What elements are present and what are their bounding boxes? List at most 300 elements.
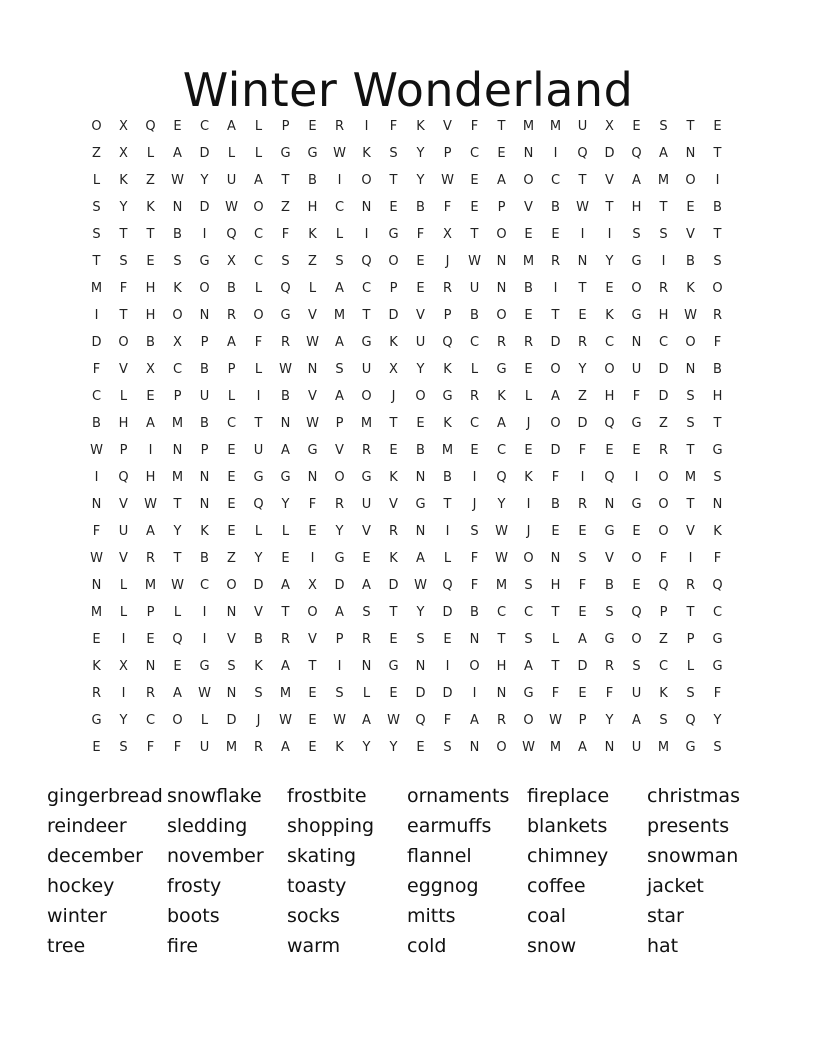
- grid-letter[interactable]: W: [198, 686, 211, 701]
- grid-letter[interactable]: V: [416, 308, 425, 323]
- grid-letter[interactable]: C: [226, 416, 237, 431]
- grid-letter[interactable]: A: [632, 713, 641, 728]
- grid-letter[interactable]: G: [388, 227, 399, 242]
- grid-letter[interactable]: C: [145, 713, 156, 728]
- grid-letter[interactable]: E: [227, 470, 236, 485]
- grid-letter[interactable]: R: [469, 389, 480, 404]
- grid-letter[interactable]: M: [522, 254, 535, 269]
- grid-letter[interactable]: P: [119, 443, 128, 458]
- grid-letter[interactable]: R: [658, 443, 669, 458]
- grid-letter[interactable]: G: [334, 551, 345, 566]
- grid-letter[interactable]: W: [576, 200, 589, 215]
- grid-letter[interactable]: N: [631, 335, 642, 350]
- grid-letter[interactable]: P: [578, 713, 587, 728]
- grid-letter[interactable]: T: [443, 497, 452, 512]
- grid-letter[interactable]: S: [335, 686, 344, 701]
- grid-letter[interactable]: L: [254, 362, 263, 377]
- grid-letter[interactable]: O: [523, 551, 534, 566]
- grid-letter[interactable]: E: [632, 578, 641, 593]
- grid-letter[interactable]: O: [604, 362, 615, 377]
- grid-letter[interactable]: B: [605, 578, 614, 593]
- grid-letter[interactable]: Q: [604, 470, 615, 485]
- grid-letter[interactable]: E: [524, 362, 533, 377]
- grid-letter[interactable]: Q: [415, 713, 426, 728]
- grid-letter[interactable]: N: [145, 659, 156, 674]
- grid-letter[interactable]: Y: [389, 740, 398, 755]
- grid-letter[interactable]: D: [550, 443, 561, 458]
- grid-letter[interactable]: Z: [659, 416, 668, 431]
- grid-letter[interactable]: S: [335, 362, 344, 377]
- grid-letter[interactable]: R: [712, 308, 723, 323]
- grid-letter[interactable]: A: [146, 524, 155, 539]
- grid-letter[interactable]: M: [90, 605, 103, 620]
- grid-letter[interactable]: S: [335, 254, 344, 269]
- grid-letter[interactable]: Q: [577, 146, 588, 161]
- grid-letter[interactable]: O: [550, 416, 561, 431]
- grid-letter[interactable]: T: [119, 227, 128, 242]
- grid-letter[interactable]: L: [227, 389, 236, 404]
- grid-letter[interactable]: S: [686, 389, 695, 404]
- grid-letter[interactable]: T: [389, 416, 398, 431]
- grid-letter[interactable]: W: [414, 578, 427, 593]
- grid-letter[interactable]: H: [145, 308, 156, 323]
- grid-letter[interactable]: P: [443, 308, 452, 323]
- grid-letter[interactable]: F: [173, 740, 182, 755]
- grid-letter[interactable]: Y: [335, 524, 344, 539]
- grid-letter[interactable]: N: [604, 740, 615, 755]
- grid-letter[interactable]: R: [523, 335, 534, 350]
- grid-letter[interactable]: D: [577, 416, 588, 431]
- grid-letter[interactable]: N: [712, 497, 723, 512]
- grid-letter[interactable]: V: [119, 497, 128, 512]
- grid-letter[interactable]: A: [227, 119, 236, 134]
- grid-letter[interactable]: J: [391, 389, 396, 404]
- grid-letter[interactable]: I: [337, 659, 342, 674]
- grid-letter[interactable]: C: [658, 335, 669, 350]
- grid-letter[interactable]: K: [389, 470, 398, 485]
- grid-letter[interactable]: G: [388, 659, 399, 674]
- grid-letter[interactable]: E: [578, 605, 587, 620]
- grid-letter[interactable]: V: [335, 443, 344, 458]
- grid-letter[interactable]: S: [578, 551, 587, 566]
- grid-letter[interactable]: E: [227, 443, 236, 458]
- grid-letter[interactable]: N: [226, 605, 237, 620]
- grid-letter[interactable]: X: [119, 146, 128, 161]
- grid-letter[interactable]: U: [631, 362, 642, 377]
- grid-letter[interactable]: W: [684, 308, 697, 323]
- grid-letter[interactable]: O: [361, 389, 372, 404]
- grid-letter[interactable]: K: [605, 308, 614, 323]
- grid-letter[interactable]: S: [659, 119, 668, 134]
- grid-letter[interactable]: F: [470, 551, 479, 566]
- grid-letter[interactable]: L: [119, 578, 128, 593]
- grid-letter[interactable]: T: [551, 605, 560, 620]
- grid-letter[interactable]: T: [173, 551, 182, 566]
- grid-letter[interactable]: B: [551, 497, 560, 512]
- grid-letter[interactable]: D: [388, 578, 399, 593]
- grid-letter[interactable]: S: [713, 254, 722, 269]
- grid-letter[interactable]: L: [335, 227, 344, 242]
- grid-letter[interactable]: L: [92, 173, 101, 188]
- grid-letter[interactable]: O: [523, 713, 534, 728]
- grid-letter[interactable]: E: [470, 200, 479, 215]
- grid-letter[interactable]: F: [659, 551, 668, 566]
- grid-letter[interactable]: K: [389, 551, 398, 566]
- grid-letter[interactable]: W: [171, 173, 184, 188]
- grid-letter[interactable]: V: [308, 389, 317, 404]
- grid-letter[interactable]: X: [605, 119, 614, 134]
- grid-letter[interactable]: F: [551, 470, 560, 485]
- grid-letter[interactable]: E: [146, 632, 155, 647]
- grid-letter[interactable]: P: [443, 146, 452, 161]
- grid-letter[interactable]: O: [658, 497, 669, 512]
- grid-letter[interactable]: E: [578, 686, 587, 701]
- grid-letter[interactable]: M: [549, 740, 562, 755]
- grid-letter[interactable]: N: [91, 578, 102, 593]
- grid-letter[interactable]: V: [524, 200, 533, 215]
- grid-letter[interactable]: T: [659, 200, 668, 215]
- grid-letter[interactable]: N: [496, 686, 507, 701]
- grid-letter[interactable]: T: [686, 443, 695, 458]
- grid-letter[interactable]: O: [496, 308, 507, 323]
- grid-letter[interactable]: D: [442, 605, 453, 620]
- grid-letter[interactable]: R: [334, 119, 345, 134]
- grid-letter[interactable]: I: [121, 686, 126, 701]
- grid-letter[interactable]: O: [469, 659, 480, 674]
- grid-letter[interactable]: M: [279, 686, 292, 701]
- grid-letter[interactable]: E: [389, 200, 398, 215]
- grid-letter[interactable]: N: [307, 470, 318, 485]
- grid-letter[interactable]: E: [92, 740, 101, 755]
- grid-letter[interactable]: B: [200, 416, 209, 431]
- grid-letter[interactable]: A: [173, 686, 182, 701]
- grid-letter[interactable]: I: [310, 551, 315, 566]
- grid-letter[interactable]: P: [335, 632, 344, 647]
- grid-letter[interactable]: O: [172, 713, 183, 728]
- grid-letter[interactable]: V: [308, 632, 317, 647]
- grid-letter[interactable]: O: [631, 551, 642, 566]
- grid-letter[interactable]: F: [713, 551, 722, 566]
- grid-letter[interactable]: O: [496, 740, 507, 755]
- grid-letter[interactable]: X: [227, 254, 236, 269]
- grid-letter[interactable]: L: [686, 659, 695, 674]
- grid-letter[interactable]: G: [631, 254, 642, 269]
- grid-letter[interactable]: U: [118, 524, 129, 539]
- grid-letter[interactable]: N: [469, 740, 480, 755]
- grid-letter[interactable]: W: [90, 443, 103, 458]
- grid-letter[interactable]: T: [497, 632, 506, 647]
- grid-letter[interactable]: A: [335, 335, 344, 350]
- grid-letter[interactable]: I: [202, 632, 207, 647]
- grid-letter[interactable]: I: [553, 146, 558, 161]
- grid-letter[interactable]: P: [146, 605, 155, 620]
- grid-letter[interactable]: R: [91, 686, 102, 701]
- grid-letter[interactable]: O: [496, 227, 507, 242]
- grid-letter[interactable]: S: [254, 686, 263, 701]
- grid-letter[interactable]: Y: [119, 200, 128, 215]
- grid-letter[interactable]: H: [145, 281, 156, 296]
- grid-letter[interactable]: O: [172, 308, 183, 323]
- grid-letter[interactable]: L: [362, 686, 371, 701]
- grid-letter[interactable]: I: [472, 686, 477, 701]
- grid-letter[interactable]: W: [144, 497, 157, 512]
- grid-letter[interactable]: Z: [146, 173, 155, 188]
- grid-letter[interactable]: O: [253, 308, 264, 323]
- grid-letter[interactable]: B: [416, 200, 425, 215]
- grid-letter[interactable]: R: [577, 497, 588, 512]
- grid-letter[interactable]: X: [119, 119, 128, 134]
- grid-letter[interactable]: X: [146, 362, 155, 377]
- grid-letter[interactable]: E: [92, 632, 101, 647]
- grid-letter[interactable]: B: [443, 470, 452, 485]
- grid-letter[interactable]: F: [92, 362, 101, 377]
- grid-letter[interactable]: A: [659, 146, 668, 161]
- grid-letter[interactable]: Z: [281, 200, 290, 215]
- grid-letter[interactable]: C: [199, 119, 210, 134]
- grid-letter[interactable]: S: [281, 254, 290, 269]
- grid-letter[interactable]: E: [632, 119, 641, 134]
- grid-letter[interactable]: E: [308, 119, 317, 134]
- grid-letter[interactable]: T: [713, 416, 722, 431]
- grid-letter[interactable]: F: [308, 497, 317, 512]
- grid-letter[interactable]: L: [443, 551, 452, 566]
- grid-letter[interactable]: Y: [416, 173, 425, 188]
- grid-letter[interactable]: T: [92, 254, 101, 269]
- grid-letter[interactable]: S: [362, 605, 371, 620]
- grid-letter[interactable]: I: [580, 470, 585, 485]
- grid-letter[interactable]: D: [91, 335, 102, 350]
- grid-letter[interactable]: Z: [308, 254, 317, 269]
- grid-letter[interactable]: T: [308, 659, 317, 674]
- grid-letter[interactable]: N: [415, 524, 426, 539]
- grid-letter[interactable]: G: [415, 497, 426, 512]
- grid-letter[interactable]: I: [553, 281, 558, 296]
- grid-letter[interactable]: O: [226, 578, 237, 593]
- grid-letter[interactable]: K: [173, 281, 182, 296]
- grid-letter[interactable]: X: [119, 659, 128, 674]
- grid-letter[interactable]: E: [470, 443, 479, 458]
- grid-letter[interactable]: G: [712, 632, 723, 647]
- grid-letter[interactable]: S: [470, 524, 479, 539]
- grid-letter[interactable]: I: [121, 632, 126, 647]
- grid-letter[interactable]: R: [577, 335, 588, 350]
- grid-letter[interactable]: G: [361, 335, 372, 350]
- grid-letter[interactable]: R: [658, 281, 669, 296]
- grid-letter[interactable]: G: [631, 497, 642, 512]
- grid-letter[interactable]: W: [549, 713, 562, 728]
- grid-letter[interactable]: P: [173, 389, 182, 404]
- grid-letter[interactable]: F: [470, 578, 479, 593]
- grid-letter[interactable]: E: [470, 173, 479, 188]
- grid-letter[interactable]: I: [94, 470, 99, 485]
- grid-letter[interactable]: H: [550, 578, 561, 593]
- grid-letter[interactable]: A: [335, 605, 344, 620]
- grid-letter[interactable]: W: [333, 146, 346, 161]
- grid-letter[interactable]: A: [173, 146, 182, 161]
- grid-letter[interactable]: B: [200, 362, 209, 377]
- grid-letter[interactable]: C: [361, 281, 372, 296]
- grid-letter[interactable]: G: [199, 659, 210, 674]
- grid-letter[interactable]: G: [307, 146, 318, 161]
- grid-letter[interactable]: H: [712, 389, 723, 404]
- grid-letter[interactable]: D: [388, 308, 399, 323]
- grid-letter[interactable]: T: [686, 497, 695, 512]
- grid-letter[interactable]: I: [202, 227, 207, 242]
- grid-letter[interactable]: J: [256, 713, 261, 728]
- grid-letter[interactable]: Y: [605, 254, 614, 269]
- grid-letter[interactable]: K: [659, 686, 668, 701]
- grid-letter[interactable]: D: [199, 200, 210, 215]
- grid-letter[interactable]: G: [253, 470, 264, 485]
- grid-letter[interactable]: G: [631, 416, 642, 431]
- grid-letter[interactable]: Q: [604, 416, 615, 431]
- grid-letter[interactable]: E: [524, 443, 533, 458]
- grid-letter[interactable]: N: [307, 362, 318, 377]
- grid-letter[interactable]: A: [335, 389, 344, 404]
- grid-letter[interactable]: I: [337, 173, 342, 188]
- grid-letter[interactable]: R: [496, 713, 507, 728]
- grid-letter[interactable]: S: [686, 416, 695, 431]
- grid-letter[interactable]: M: [657, 173, 670, 188]
- grid-letter[interactable]: L: [254, 119, 263, 134]
- grid-letter[interactable]: V: [686, 524, 695, 539]
- grid-letter[interactable]: M: [90, 281, 103, 296]
- grid-letter[interactable]: V: [605, 551, 614, 566]
- grid-letter[interactable]: K: [254, 659, 263, 674]
- grid-letter[interactable]: E: [632, 443, 641, 458]
- grid-letter[interactable]: N: [280, 416, 291, 431]
- grid-letter[interactable]: F: [470, 119, 479, 134]
- grid-letter[interactable]: C: [469, 146, 480, 161]
- grid-letter[interactable]: G: [361, 470, 372, 485]
- grid-letter[interactable]: S: [227, 659, 236, 674]
- grid-letter[interactable]: N: [577, 254, 588, 269]
- grid-letter[interactable]: Q: [118, 470, 129, 485]
- grid-letter[interactable]: R: [604, 659, 615, 674]
- grid-letter[interactable]: Y: [497, 497, 506, 512]
- grid-letter[interactable]: J: [526, 416, 531, 431]
- grid-letter[interactable]: F: [416, 227, 425, 242]
- grid-letter[interactable]: D: [658, 389, 669, 404]
- grid-letter[interactable]: M: [360, 416, 373, 431]
- grid-letter[interactable]: G: [712, 443, 723, 458]
- grid-letter[interactable]: N: [361, 659, 372, 674]
- grid-letter[interactable]: S: [713, 470, 722, 485]
- grid-letter[interactable]: Z: [578, 389, 587, 404]
- grid-letter[interactable]: P: [659, 605, 668, 620]
- grid-letter[interactable]: I: [445, 524, 450, 539]
- grid-letter[interactable]: C: [91, 389, 102, 404]
- grid-letter[interactable]: I: [256, 389, 261, 404]
- grid-letter[interactable]: T: [551, 308, 560, 323]
- grid-letter[interactable]: F: [146, 740, 155, 755]
- grid-letter[interactable]: R: [226, 308, 237, 323]
- grid-letter[interactable]: A: [578, 740, 587, 755]
- grid-letter[interactable]: A: [362, 578, 371, 593]
- grid-letter[interactable]: L: [227, 146, 236, 161]
- grid-letter[interactable]: I: [634, 470, 639, 485]
- grid-letter[interactable]: G: [496, 362, 507, 377]
- grid-letter[interactable]: E: [605, 443, 614, 458]
- grid-letter[interactable]: T: [389, 173, 398, 188]
- grid-letter[interactable]: D: [577, 659, 588, 674]
- grid-letter[interactable]: E: [551, 524, 560, 539]
- grid-letter[interactable]: D: [604, 146, 615, 161]
- grid-letter[interactable]: N: [604, 497, 615, 512]
- grid-letter[interactable]: P: [200, 335, 209, 350]
- grid-letter[interactable]: G: [604, 524, 615, 539]
- grid-letter[interactable]: M: [333, 308, 346, 323]
- grid-letter[interactable]: T: [119, 308, 128, 323]
- grid-letter[interactable]: E: [578, 524, 587, 539]
- grid-letter[interactable]: V: [254, 605, 263, 620]
- grid-letter[interactable]: F: [443, 713, 452, 728]
- grid-letter[interactable]: L: [173, 605, 182, 620]
- grid-letter[interactable]: A: [551, 389, 560, 404]
- grid-letter[interactable]: N: [226, 686, 237, 701]
- grid-letter[interactable]: G: [631, 308, 642, 323]
- grid-letter[interactable]: A: [227, 335, 236, 350]
- grid-letter[interactable]: H: [118, 416, 129, 431]
- grid-letter[interactable]: L: [146, 146, 155, 161]
- grid-letter[interactable]: I: [364, 227, 369, 242]
- grid-letter[interactable]: S: [524, 578, 533, 593]
- grid-letter[interactable]: B: [254, 632, 263, 647]
- grid-letter[interactable]: A: [632, 173, 641, 188]
- grid-letter[interactable]: E: [227, 524, 236, 539]
- grid-letter[interactable]: K: [335, 740, 344, 755]
- grid-letter[interactable]: G: [280, 146, 291, 161]
- grid-letter[interactable]: Y: [254, 551, 263, 566]
- grid-letter[interactable]: M: [144, 578, 157, 593]
- grid-letter[interactable]: I: [661, 254, 666, 269]
- grid-letter[interactable]: L: [470, 362, 479, 377]
- grid-letter[interactable]: A: [497, 173, 506, 188]
- grid-letter[interactable]: A: [254, 173, 263, 188]
- grid-letter[interactable]: V: [389, 497, 398, 512]
- grid-letter[interactable]: Q: [658, 578, 669, 593]
- grid-letter[interactable]: A: [281, 740, 290, 755]
- grid-letter[interactable]: V: [227, 632, 236, 647]
- grid-letter[interactable]: K: [146, 200, 155, 215]
- grid-letter[interactable]: N: [685, 146, 696, 161]
- grid-letter[interactable]: W: [441, 173, 454, 188]
- grid-letter[interactable]: N: [685, 362, 696, 377]
- grid-letter[interactable]: K: [524, 470, 533, 485]
- grid-letter[interactable]: B: [146, 335, 155, 350]
- grid-letter[interactable]: O: [631, 632, 642, 647]
- grid-letter[interactable]: X: [389, 362, 398, 377]
- grid-letter[interactable]: O: [685, 335, 696, 350]
- grid-letter[interactable]: Q: [631, 146, 642, 161]
- grid-letter[interactable]: P: [497, 200, 506, 215]
- grid-letter[interactable]: A: [335, 281, 344, 296]
- grid-letter[interactable]: O: [415, 389, 426, 404]
- grid-letter[interactable]: L: [254, 281, 263, 296]
- grid-letter[interactable]: C: [550, 173, 561, 188]
- grid-letter[interactable]: N: [415, 659, 426, 674]
- grid-letter[interactable]: U: [199, 389, 210, 404]
- grid-letter[interactable]: P: [227, 362, 236, 377]
- grid-letter[interactable]: Y: [173, 524, 182, 539]
- grid-letter[interactable]: F: [605, 686, 614, 701]
- grid-letter[interactable]: W: [279, 362, 292, 377]
- grid-letter[interactable]: O: [523, 173, 534, 188]
- grid-letter[interactable]: L: [281, 524, 290, 539]
- grid-letter[interactable]: T: [605, 200, 614, 215]
- grid-letter[interactable]: E: [308, 713, 317, 728]
- grid-letter[interactable]: O: [658, 470, 669, 485]
